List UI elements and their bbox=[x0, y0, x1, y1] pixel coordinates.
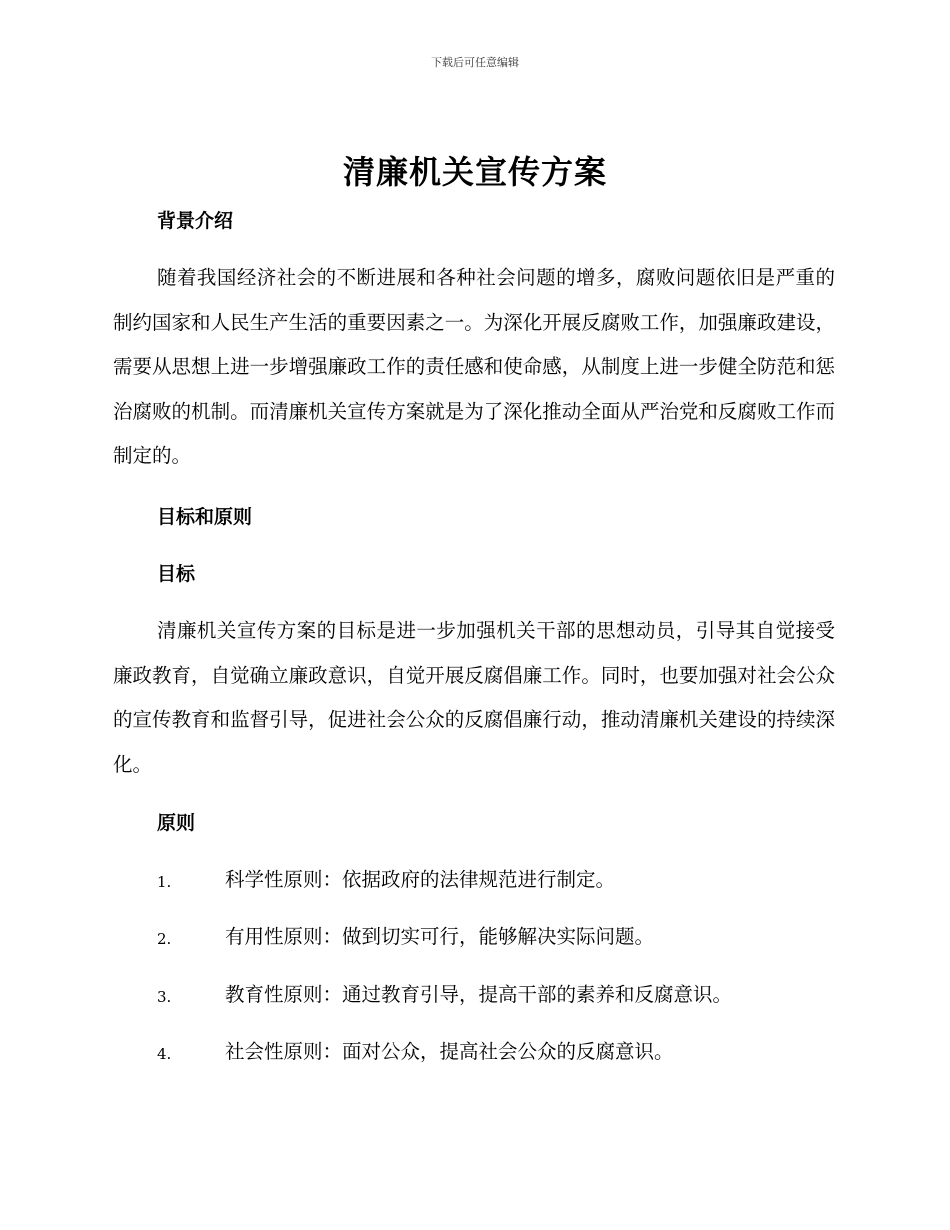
list-item-number: 2. bbox=[157, 930, 172, 949]
list-item-text: 科学性原则：依据政府的法律规范进行制定。 bbox=[225, 868, 616, 891]
list-item-number: 4. bbox=[157, 1044, 172, 1063]
list-item-text: 教育性原则：通过教育引导，提高干部的素养和反腐意识。 bbox=[225, 982, 733, 1006]
list-item bbox=[157, 915, 857, 972]
heading-goals: 目标 bbox=[157, 563, 196, 585]
list-item-number: 3. bbox=[157, 987, 172, 1006]
heading-goals-principles: 目标和原则 bbox=[157, 506, 253, 528]
list-item-number: 1. bbox=[157, 873, 172, 891]
document-title: 清廉机关宣传方案 bbox=[342, 153, 607, 191]
principles-list bbox=[157, 858, 857, 1087]
paragraph-background: 随着我国经济社会的不断进展和各种社会问题的增多，腐败问题依旧是严重的制约国家和人民生产生活的重要因素之一。为深化开展反腐败工作，加强廉政建设，需要从思想上进一步增强廉政工作的责任感和使命感，从制度上进一步健全防范和惩治腐败的机制。而清廉机关宣传方案就是为了深化推动全面从严治党和反腐败工作而制定的。 bbox=[113, 266, 835, 467]
list-item bbox=[157, 973, 857, 1030]
list-item-text: 有用性原则：做到切实可行，能够解决实际问题。 bbox=[225, 925, 655, 949]
list-item-text: 社会性原则：面对公众，提高社会公众的反腐意识。 bbox=[225, 1039, 674, 1063]
heading-principles: 原则 bbox=[157, 812, 196, 834]
page-header-note: 下载后可任意编辑 bbox=[431, 56, 519, 69]
list-item bbox=[157, 1030, 857, 1087]
heading-background: 背景介绍 bbox=[157, 210, 234, 232]
paragraph-goals: 清廉机关宣传方案的目标是进一步加强机关干部的思想动员，引导其自觉接受廉政教育，自觉确立廉政意识，自觉开展反腐倡廉工作。同时，也要加强对社会公众的宣传教育和监督引导，促进社会公众的反腐倡廉行动，推动清廉机关建设的持续深化。 bbox=[113, 619, 835, 776]
list-item bbox=[157, 858, 857, 915]
